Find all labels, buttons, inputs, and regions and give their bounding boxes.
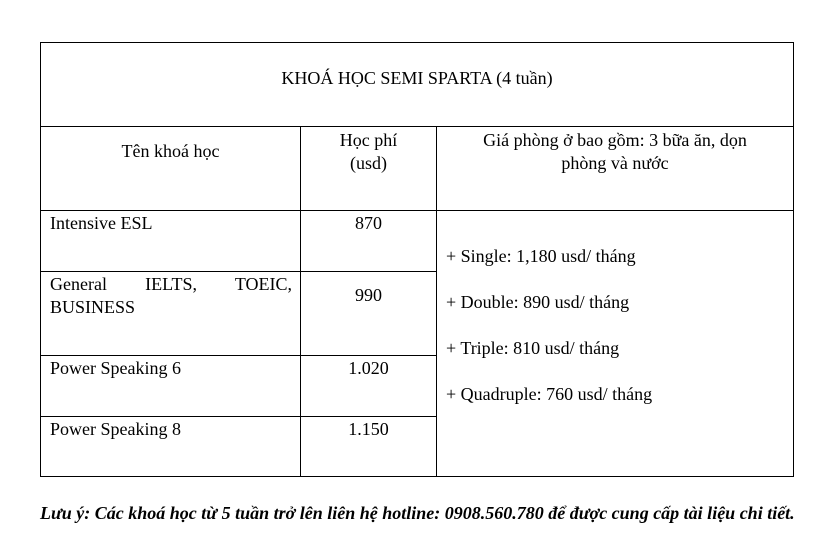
- hotline-note: Lưu ý: Các khoá học từ 5 tuần trở lên liên hệ hotline: 0908.560.780 để được cung cấp tài liệu chi tiết.: [40, 503, 795, 523]
- header-room-line1: Giá phòng ở bao gồm: 3 bữa ăn, dọn: [483, 130, 747, 150]
- table-title: KHOÁ HỌC SEMI SPARTA (4 tuần): [281, 68, 553, 88]
- course-name-cell: [41, 417, 301, 477]
- table-row: [41, 211, 794, 272]
- header-course-name-text: Tên khoá học: [121, 141, 220, 161]
- course-name: Intensive ESL: [50, 213, 153, 233]
- room-price-double: + Double: 890 usd/ tháng: [446, 292, 630, 312]
- course-name-cell: [41, 356, 301, 417]
- header-course-name: [41, 127, 301, 211]
- table-header-row: [41, 127, 794, 211]
- header-fee-line1: Học phí: [339, 130, 398, 150]
- header-room-line2: phòng và nước: [561, 153, 669, 173]
- course-fee: 870: [355, 213, 382, 233]
- table-title-row: [41, 43, 794, 127]
- course-fee: 990: [355, 285, 382, 305]
- room-price-quadruple: + Quadruple: 760 usd/ tháng: [446, 384, 653, 404]
- course-fee: 1.020: [348, 358, 389, 378]
- course-name-line1: General IELTS, TOEIC,: [50, 274, 292, 294]
- course-name-line2: BUSINESS: [50, 297, 136, 317]
- course-name-cell: [41, 211, 301, 272]
- room-price-cell: [437, 211, 794, 477]
- table-title-cell: [41, 43, 794, 127]
- header-fee-line2: (usd): [350, 153, 387, 173]
- header-fee: [301, 127, 437, 211]
- course-fee-cell: [301, 272, 437, 356]
- room-price-single: + Single: 1,180 usd/ tháng: [446, 246, 636, 266]
- course-fee-cell: [301, 417, 437, 477]
- course-price-table: [40, 42, 794, 477]
- course-name-cell: [41, 272, 301, 356]
- room-price-list: [446, 211, 793, 406]
- course-name: Power Speaking 8: [50, 419, 181, 439]
- room-price-triple: + Triple: 810 usd/ tháng: [446, 338, 620, 358]
- course-name: Power Speaking 6: [50, 358, 181, 378]
- course-fee-cell: [301, 356, 437, 417]
- course-fee: 1.150: [348, 419, 389, 439]
- course-fee-cell: [301, 211, 437, 272]
- header-room-price: [437, 127, 794, 211]
